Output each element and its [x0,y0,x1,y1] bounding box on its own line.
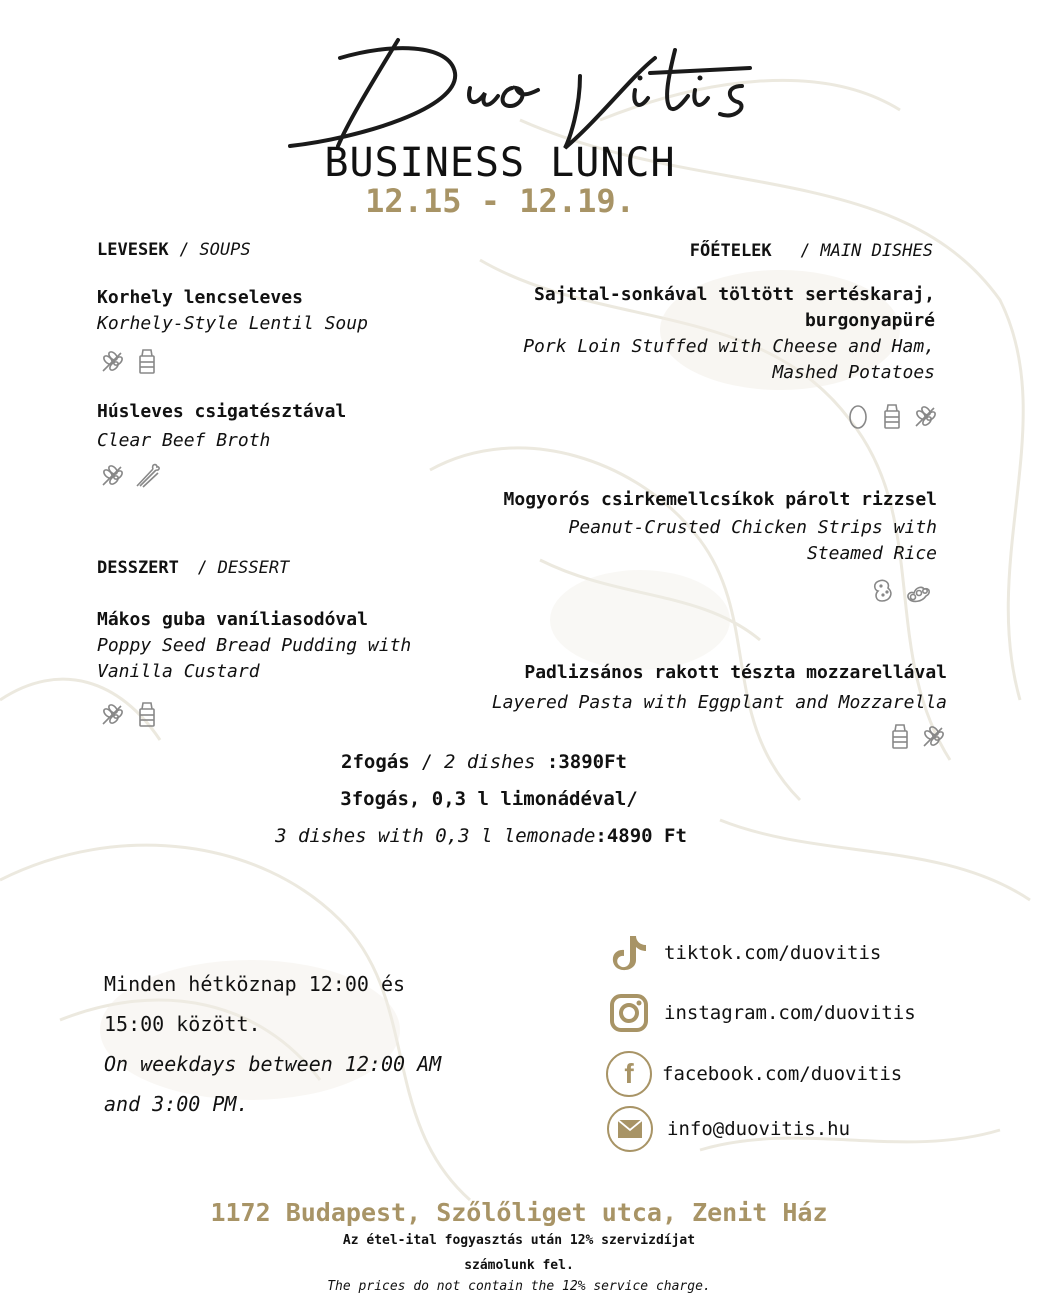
price-two-hu: 2fogás [341,751,410,773]
allergen-icons [99,347,161,375]
social-text[interactable]: instagram.com/duovitis [664,1002,916,1024]
dessert-heading-en: DESSERT [217,558,290,578]
gluten-icon [99,347,127,375]
dish-name-en: Mashed Potatoes [772,362,935,383]
dish-name-hu: Sajttal-sonkával töltött sertéskaraj, [534,284,935,305]
instagram-icon [608,992,650,1034]
social-email[interactable] [607,1106,850,1152]
date-range: 12.15 - 12.19. [365,182,635,220]
price-two-en: 2 dishes [443,751,536,773]
dish-name-hu: Padlizsános rakott tészta mozzarellával [524,662,947,683]
main-item-1 [460,282,935,386]
social-facebook[interactable] [606,1051,902,1097]
facebook-icon: f [606,1051,652,1097]
social-text[interactable]: tiktok.com/duovitis [664,942,882,964]
opening-hours [104,964,441,1124]
page-title: BUSINESS LUNCH [324,140,676,186]
dish-name-en: Korhely-Style Lentil Soup [97,313,368,334]
allergen-icons [870,577,932,605]
dish-name-en: Poppy Seed Bread Pudding with [97,635,412,656]
social-text[interactable]: info@duovitis.hu [667,1118,851,1140]
mains-heading-hu: FŐÉTELEK [689,241,772,261]
milk-icon [886,722,914,750]
soups-heading-hu: LEVESEK [97,240,169,260]
service-charge-en: The prices do not contain the 12% service charge. [327,1279,711,1294]
dish-name-en: Vanilla Custard [97,661,260,682]
dish-name-hu: Húsleves csigatésztával [97,401,347,422]
social-instagram[interactable] [608,992,916,1034]
soup-item-2 [97,399,346,454]
duo-vitis-logo [280,28,760,158]
mains-heading-en: MAIN DISHES [820,241,933,261]
address: 1172 Budapest, Szőlőliget utca, Zenit Ház [210,1198,828,1227]
mail-icon [607,1106,653,1152]
gluten-icon [99,700,127,728]
soy-icon [904,577,932,605]
dish-name-en: Clear Beef Broth [97,430,271,451]
mains-heading-sep: / [799,241,811,261]
gluten-icon [920,722,948,750]
price-three-courses [0,823,962,849]
peanut-icon [870,577,898,605]
soups-heading-en: SOUPS [199,240,251,260]
price-two-value: :3890Ft [535,751,627,773]
gluten-icon [99,461,127,489]
dessert-heading [97,558,289,578]
price-three-en: 3 dishes with 0,3 l lemonade [275,825,596,847]
tiktok-icon [606,930,652,976]
dessert-heading-sep: / [197,558,208,578]
soup-item-1 [97,285,368,337]
dish-name-en: Peanut-Crusted Chicken Strips with [568,517,937,538]
dish-name-en: Layered Pasta with Eggplant and Mozzarella [491,692,947,713]
hours-en-line2: and 3:00 PM. [104,1092,249,1116]
social-text[interactable]: facebook.com/duovitis [662,1063,903,1085]
hours-en-line1: On weekdays between 12:00 AM [104,1052,442,1076]
celery-icon [133,461,161,489]
soups-heading [97,240,251,260]
dish-name-en: Pork Loin Stuffed with Cheese and Ham, [523,336,935,357]
dish-name-hu: burgonyapüré [804,310,935,331]
price-three-hu: 3fogás, 0,3 l limonádéval/ [340,788,638,810]
mains-heading [560,241,933,261]
price-two-sep: / [409,751,444,773]
dish-name-hu: Mákos guba vaníliasodóval [97,609,368,630]
soups-heading-sep: / [178,240,190,260]
allergen-icons [99,700,161,728]
allergen-icons [886,722,948,750]
egg-icon [844,402,872,430]
dish-name-hu: Korhely lencseleves [97,287,303,308]
service-charge-hu-2: számolunk fel. [464,1258,574,1273]
gluten-icon [912,402,940,430]
hours-hu-line2: 15:00 között. [104,1012,261,1036]
hours-hu-line1: Minden hétköznap 12:00 és [104,972,406,996]
milk-icon [133,700,161,728]
dessert-heading-hu: DESSZERT [97,558,179,578]
social-tiktok[interactable] [606,930,881,976]
price-three-value: :4890 Ft [595,825,687,847]
dish-name-en: Steamed Rice [806,543,937,564]
allergen-icons [844,402,940,430]
allergen-icons [99,461,161,489]
main-item-2 [440,487,937,567]
milk-icon [878,402,906,430]
service-charge-hu-1: Az étel-ital fogyasztás után 12% szervizdíjat [342,1233,696,1248]
dish-name-hu: Mogyorós csirkemellcsíkok párolt rizzsel [503,489,937,510]
dessert-item-1 [97,607,411,685]
price-two-courses [0,749,968,775]
main-item-3 [440,660,947,716]
milk-icon [133,347,161,375]
